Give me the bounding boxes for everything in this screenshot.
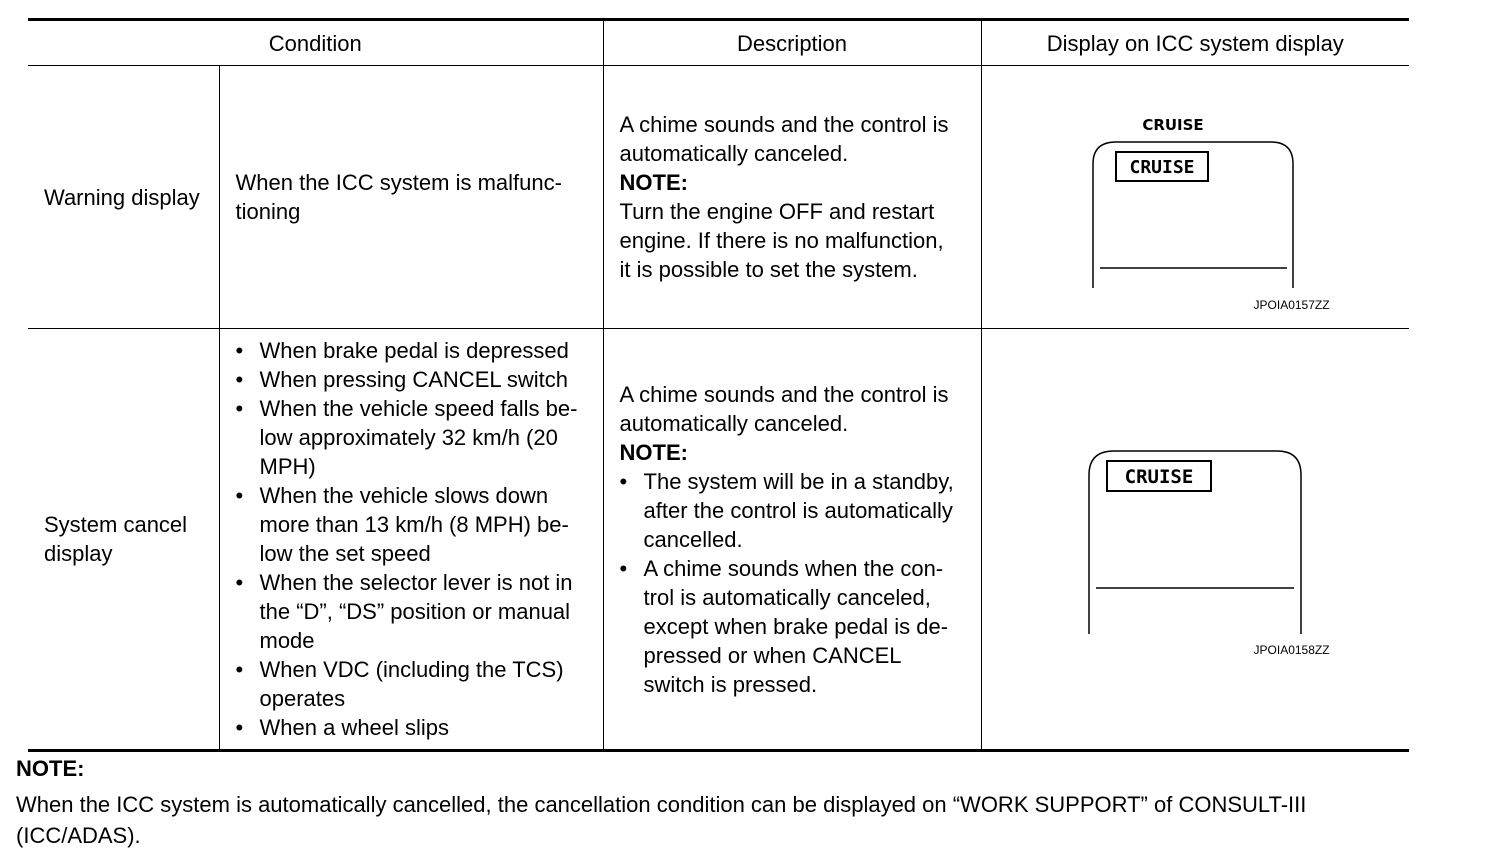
description-note-label: NOTE: [619, 170, 688, 195]
note-label: NOTE: [16, 756, 85, 781]
condition-bullet: • When the vehicle slows down more than 13 km/h (8 MPH) be- low the set speed [236, 481, 595, 568]
condition-bullet: • When the vehicle speed falls be- low approximately 32 km/h (20 MPH) [236, 394, 595, 481]
cruise-top-label: CRUISE [1141, 116, 1204, 134]
note-text: When the ICC system is automatically cancelled, the cancellation condition can be displayed on “WORK SUPPORT” of CONSULT-III (ICC/ADAS). [16, 792, 1307, 848]
condition-bullet: • When VDC (including the TCS) operates [236, 655, 595, 713]
table-header-row [28, 20, 1409, 66]
display-system-cancel-cell [981, 329, 1409, 751]
icc-display-cancel-figure [1088, 449, 1302, 634]
condition-bullet-list [236, 336, 595, 742]
row-name-warning: Warning display [28, 66, 219, 329]
cruise-indicator-label: CRUISE [1129, 157, 1195, 178]
condition-text: When the ICC system is malfunc- tioning [235, 170, 562, 224]
description-system-cancel [603, 329, 981, 751]
description-note-bullet: • The system will be in a standby, after the control is automatically cancelled. [620, 467, 975, 554]
condition-warning [219, 66, 603, 329]
footer-note [16, 754, 1486, 851]
description-note-label: NOTE: [619, 439, 688, 465]
row-name-system-cancel: System cancel display [28, 329, 219, 751]
table-row-system-cancel [28, 329, 1409, 751]
header-condition: Condition [28, 20, 603, 66]
condition-system-cancel [219, 329, 603, 751]
description-intro: A chime sounds and the control is automatically canceled. [619, 381, 949, 436]
figure-caption-warning: JPOIA0157ZZ [1253, 298, 1330, 312]
description-note-bullet: • A chime sounds when the con- trol is automatically canceled, except when brake pedal is de- pressed or when CANCEL switch is pressed. [620, 554, 975, 699]
description-warning [603, 66, 981, 329]
condition-bullet: • When a wheel slips [236, 713, 595, 742]
condition-bullet: • When the selector lever is not in the “D”, “DS” position or manual mode [236, 568, 595, 655]
condition-table [28, 18, 1409, 752]
icc-display-warning-figure [1092, 108, 1302, 288]
cruise-indicator-label: CRUISE [1124, 466, 1193, 488]
description-note-bullets [620, 467, 975, 699]
condition-bullet: • When pressing CANCEL switch [236, 365, 595, 394]
display-warning-cell [981, 66, 1409, 329]
condition-bullet: • When brake pedal is depressed [236, 336, 595, 365]
header-display: Display on ICC system display [981, 20, 1409, 66]
figure-caption-cancel: JPOIA0158ZZ [1253, 643, 1330, 657]
header-description: Description [603, 20, 981, 66]
description-note-text: Turn the engine OFF and restart engine. If there is no malfunction, it is possible to set the system. [619, 199, 944, 282]
description-intro: A chime sounds and the control is automatically canceled. [619, 112, 949, 166]
table-row-warning [28, 66, 1409, 329]
